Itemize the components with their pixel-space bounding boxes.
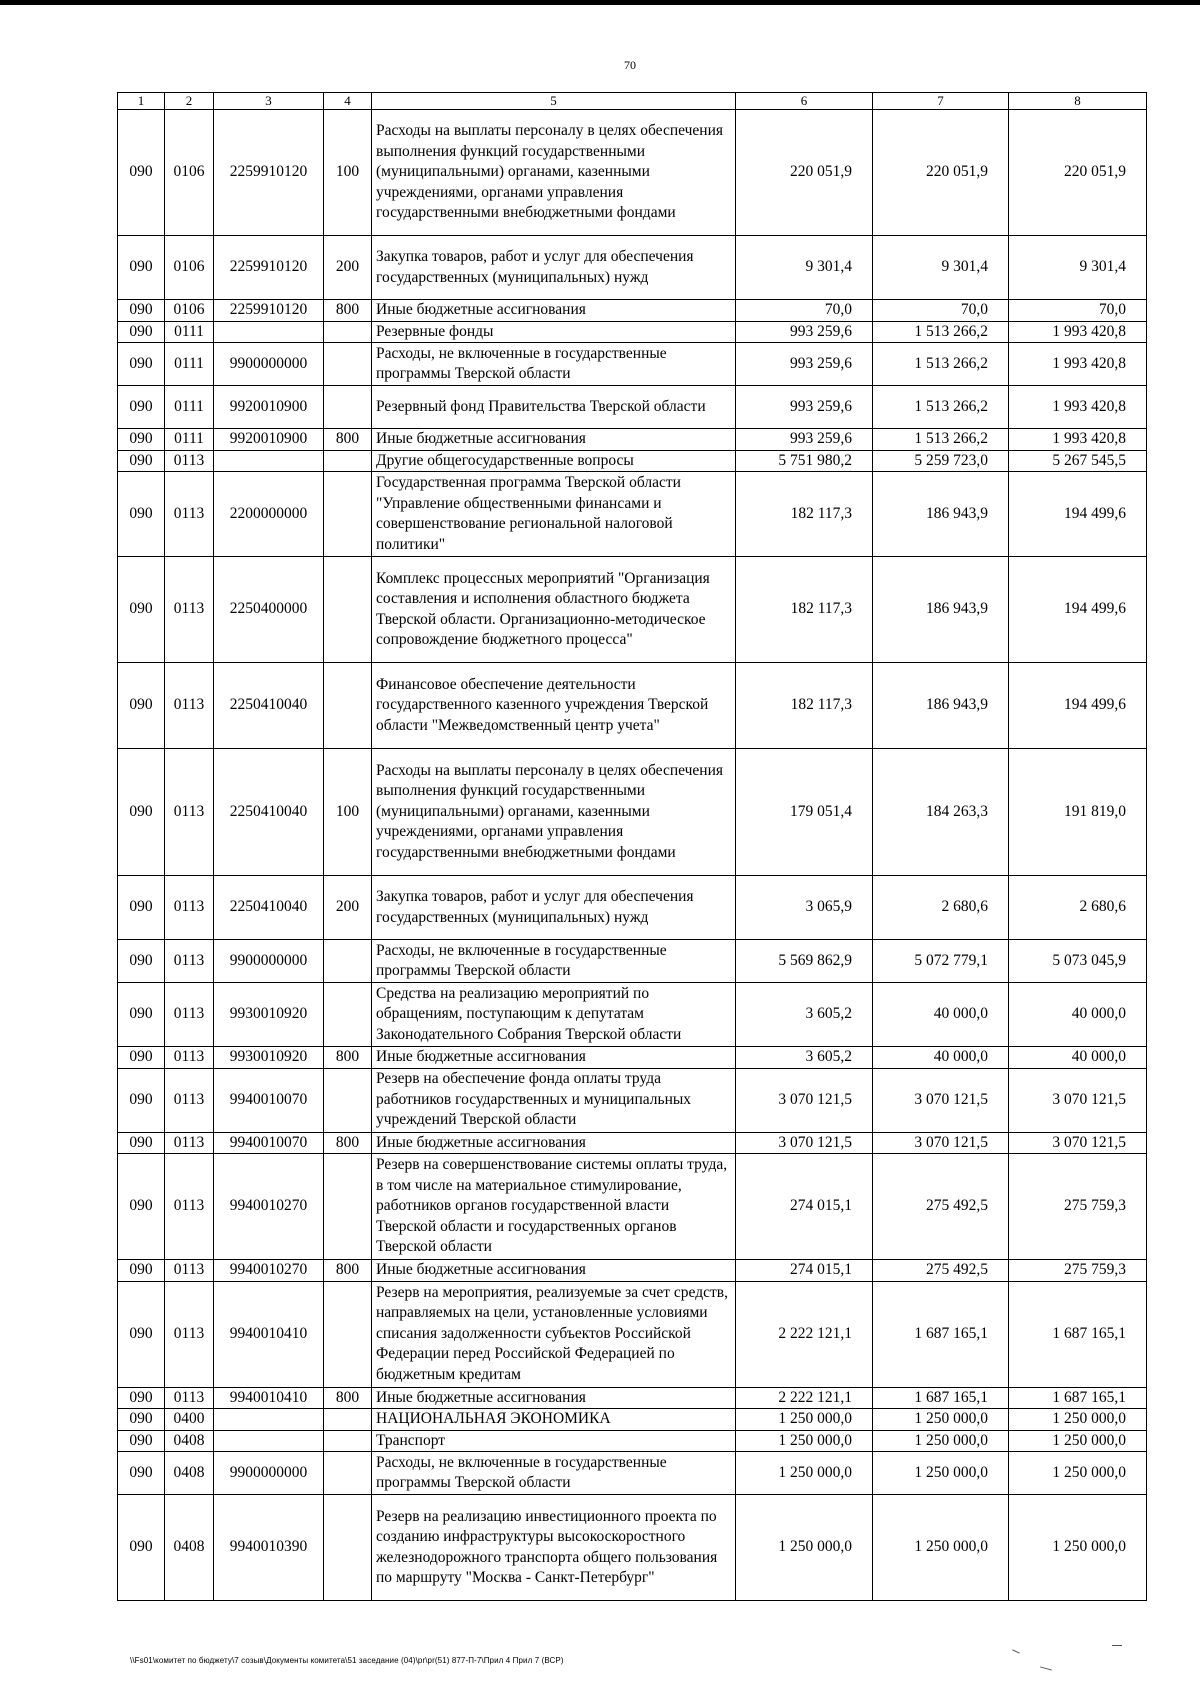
file-path-footer: \\Fs01\комитет по бюджету\7 созыв\Документы комитета\51 заседание (04)\pr\pr(51) 877-П-7\Прил 4 Прил 7 (ВСР) (130, 1656, 564, 1665)
cell-amount-year3: 194 499,6 (1009, 472, 1147, 557)
cell-amount-year1: 5 751 980,2 (736, 450, 873, 472)
cell-section-code: 0106 (165, 236, 214, 300)
cell-description: Закупка товаров, работ и услуг для обеспечения государственных (муниципальных) нужд (372, 876, 736, 940)
cell-admin-code: 090 (118, 876, 165, 940)
cell-expense-type (324, 1154, 372, 1260)
cell-admin-code: 090 (118, 300, 165, 322)
table-row (118, 1260, 1147, 1282)
cell-description: Резервный фонд Правительства Тверской области (372, 386, 736, 429)
cell-amount-year2: 70,0 (873, 300, 1009, 322)
cell-amount-year1: 1 250 000,0 (736, 1495, 873, 1601)
cell-expense-type (324, 1281, 372, 1387)
cell-target-code (214, 1430, 324, 1452)
cell-expense-type (324, 386, 372, 429)
cell-amount-year2: 1 513 266,2 (873, 321, 1009, 343)
cell-admin-code: 090 (118, 1430, 165, 1452)
cell-target-code: 2250410040 (214, 749, 324, 876)
cell-target-code: 9900000000 (214, 940, 324, 983)
cell-target-code: 9940010270 (214, 1154, 324, 1260)
cell-target-code: 9930010920 (214, 1047, 324, 1069)
cell-section-code: 0408 (165, 1452, 214, 1495)
cell-amount-year2: 5 072 779,1 (873, 940, 1009, 983)
table-body (118, 93, 1147, 1601)
cell-amount-year1: 9 301,4 (736, 236, 873, 300)
cell-amount-year3: 2 680,6 (1009, 876, 1147, 940)
table-row (118, 983, 1147, 1047)
cell-amount-year3: 3 070 121,5 (1009, 1068, 1147, 1132)
cell-amount-year1: 993 259,6 (736, 321, 873, 343)
cell-description: Финансовое обеспечение деятельности государственного казенного учреждения Тверской области "Межведомственный центр учета" (372, 663, 736, 749)
cell-amount-year3: 275 759,3 (1009, 1154, 1147, 1260)
table-row (118, 472, 1147, 557)
cell-description: Другие общегосударственные вопросы (372, 450, 736, 472)
cell-target-code (214, 321, 324, 343)
cell-amount-year2: 1 687 165,1 (873, 1387, 1009, 1409)
cell-amount-year2: 220 051,9 (873, 110, 1009, 236)
cell-admin-code: 090 (118, 940, 165, 983)
cell-target-code: 2259910120 (214, 236, 324, 300)
cell-amount-year2: 1 250 000,0 (873, 1495, 1009, 1601)
cell-expense-type (324, 940, 372, 983)
cell-amount-year3: 1 250 000,0 (1009, 1409, 1147, 1431)
cell-expense-type (324, 1430, 372, 1452)
cell-amount-year2: 2 680,6 (873, 876, 1009, 940)
table-row (118, 557, 1147, 663)
cell-description: Резервные фонды (372, 321, 736, 343)
cell-section-code: 0113 (165, 983, 214, 1047)
cell-amount-year3: 1 250 000,0 (1009, 1452, 1147, 1495)
cell-section-code: 0106 (165, 300, 214, 322)
cell-description: Расходы на выплаты персоналу в целях обеспечения выполнения функций государственными (муниципальными) органами, казенными учреждениями, органами управления государственными внебюджетными фондами (372, 749, 736, 876)
cell-target-code: 2250400000 (214, 557, 324, 663)
cell-admin-code: 090 (118, 1047, 165, 1069)
cell-amount-year3: 1 250 000,0 (1009, 1430, 1147, 1452)
cell-description: Иные бюджетные ассигнования (372, 1260, 736, 1282)
cell-target-code: 9930010920 (214, 983, 324, 1047)
table-row (118, 386, 1147, 429)
cell-amount-year1: 179 051,4 (736, 749, 873, 876)
cell-amount-year3: 220 051,9 (1009, 110, 1147, 236)
cell-amount-year1: 182 117,3 (736, 472, 873, 557)
cell-expense-type (324, 1409, 372, 1431)
cell-expense-type: 100 (324, 110, 372, 236)
cell-amount-year3: 40 000,0 (1009, 983, 1147, 1047)
table-row (118, 450, 1147, 472)
cell-admin-code: 090 (118, 472, 165, 557)
column-header: 1 (118, 93, 165, 110)
cell-admin-code: 090 (118, 1495, 165, 1601)
cell-description: Государственная программа Тверской области "Управление общественными финансами и совершенствование региональной налоговой политики" (372, 472, 736, 557)
cell-section-code: 0113 (165, 1387, 214, 1409)
cell-amount-year1: 993 259,6 (736, 429, 873, 451)
cell-amount-year3: 275 759,3 (1009, 1260, 1147, 1282)
cell-target-code: 9920010900 (214, 429, 324, 451)
cell-target-code: 9900000000 (214, 1452, 324, 1495)
cell-section-code: 0111 (165, 386, 214, 429)
cell-amount-year3: 9 301,4 (1009, 236, 1147, 300)
cell-target-code (214, 1409, 324, 1431)
cell-amount-year3: 194 499,6 (1009, 663, 1147, 749)
cell-section-code: 0408 (165, 1430, 214, 1452)
budget-table (117, 92, 1147, 1601)
column-header: 6 (736, 93, 873, 110)
cell-amount-year1: 274 015,1 (736, 1260, 873, 1282)
cell-amount-year1: 993 259,6 (736, 343, 873, 386)
cell-description: Расходы на выплаты персоналу в целях обеспечения выполнения функций государственными (муниципальными) органами, казенными учреждениями, органами управления государственными внебюджетными фондами (372, 110, 736, 236)
cell-description: Расходы, не включенные в государственные программы Тверской области (372, 1452, 736, 1495)
cell-admin-code: 090 (118, 749, 165, 876)
cell-amount-year3: 5 267 545,5 (1009, 450, 1147, 472)
cell-expense-type (324, 321, 372, 343)
table-row (118, 236, 1147, 300)
cell-amount-year3: 1 250 000,0 (1009, 1495, 1147, 1601)
cell-expense-type (324, 472, 372, 557)
table-row (118, 110, 1147, 236)
cell-section-code: 0113 (165, 940, 214, 983)
cell-description: Резерв на обеспечение фонда оплаты труда работников государственных и муниципальных учреждений Тверской области (372, 1068, 736, 1132)
cell-section-code: 0113 (165, 1047, 214, 1069)
cell-section-code: 0106 (165, 110, 214, 236)
page-number: 70 (624, 58, 636, 72)
cell-amount-year2: 275 492,5 (873, 1154, 1009, 1260)
cell-amount-year1: 2 222 121,1 (736, 1281, 873, 1387)
cell-admin-code: 090 (118, 1132, 165, 1154)
cell-amount-year3: 70,0 (1009, 300, 1147, 322)
cell-amount-year2: 1 250 000,0 (873, 1409, 1009, 1431)
cell-admin-code: 090 (118, 983, 165, 1047)
cell-amount-year2: 186 943,9 (873, 472, 1009, 557)
cell-target-code: 9920010900 (214, 386, 324, 429)
cell-target-code: 2200000000 (214, 472, 324, 557)
cell-section-code: 0113 (165, 557, 214, 663)
cell-expense-type (324, 1068, 372, 1132)
table-row (118, 300, 1147, 322)
column-header: 2 (165, 93, 214, 110)
cell-amount-year1: 70,0 (736, 300, 873, 322)
cell-admin-code: 090 (118, 429, 165, 451)
cell-amount-year2: 275 492,5 (873, 1260, 1009, 1282)
cell-section-code: 0400 (165, 1409, 214, 1431)
cell-amount-year3: 1 993 420,8 (1009, 343, 1147, 386)
cell-expense-type: 800 (324, 1132, 372, 1154)
table-row (118, 940, 1147, 983)
cell-target-code: 9940010270 (214, 1260, 324, 1282)
cell-section-code: 0113 (165, 1281, 214, 1387)
cell-amount-year1: 1 250 000,0 (736, 1409, 873, 1431)
cell-expense-type: 800 (324, 429, 372, 451)
cell-amount-year1: 1 250 000,0 (736, 1452, 873, 1495)
cell-amount-year3: 5 073 045,9 (1009, 940, 1147, 983)
cell-description: Резерв на совершенствование системы оплаты труда, в том числе на материальное стимулирование, работников органов государственной власти Тверской области и государственных органов Тверской области (372, 1154, 736, 1260)
cell-section-code: 0113 (165, 472, 214, 557)
cell-section-code: 0111 (165, 321, 214, 343)
cell-expense-type (324, 1495, 372, 1601)
cell-section-code: 0111 (165, 429, 214, 451)
cell-target-code: 9900000000 (214, 343, 324, 386)
column-header: 3 (214, 93, 324, 110)
cell-section-code: 0111 (165, 343, 214, 386)
cell-section-code: 0113 (165, 1068, 214, 1132)
cell-expense-type (324, 343, 372, 386)
table-row (118, 343, 1147, 386)
cell-amount-year3: 191 819,0 (1009, 749, 1147, 876)
cell-expense-type: 800 (324, 1260, 372, 1282)
table-row (118, 1430, 1147, 1452)
table-row (118, 1132, 1147, 1154)
cell-description: Резерв на мероприятия, реализуемые за счет средств, направляемых на цели, установленные условиями списания задолженности субъектов Российской Федерации перед Российской Федерацией по бюджетным кредитам (372, 1281, 736, 1387)
column-header: 4 (324, 93, 372, 110)
cell-description: Иные бюджетные ассигнования (372, 1132, 736, 1154)
cell-admin-code: 090 (118, 110, 165, 236)
cell-amount-year2: 5 259 723,0 (873, 450, 1009, 472)
cell-target-code: 9940010410 (214, 1387, 324, 1409)
cell-amount-year1: 182 117,3 (736, 557, 873, 663)
cell-description: Иные бюджетные ассигнования (372, 1047, 736, 1069)
cell-amount-year3: 1 687 165,1 (1009, 1281, 1147, 1387)
cell-description: Комплекс процессных мероприятий "Организация составления и исполнения областного бюджета Тверской области. Организационно-методическое сопровождение бюджетного процесса" (372, 557, 736, 663)
cell-admin-code: 090 (118, 386, 165, 429)
cell-admin-code: 090 (118, 1260, 165, 1282)
cell-amount-year2: 3 070 121,5 (873, 1068, 1009, 1132)
table-row (118, 1154, 1147, 1260)
cell-expense-type: 800 (324, 300, 372, 322)
cell-description: НАЦИОНАЛЬНАЯ ЭКОНОМИКА (372, 1409, 736, 1431)
cell-expense-type: 800 (324, 1387, 372, 1409)
scan-top-edge (0, 0, 1200, 5)
cell-description: Иные бюджетные ассигнования (372, 429, 736, 451)
cell-description: Расходы, не включенные в государственные программы Тверской области (372, 940, 736, 983)
scan-mark (1112, 1645, 1122, 1646)
scan-mark (1040, 1666, 1052, 1670)
cell-amount-year1: 2 222 121,1 (736, 1387, 873, 1409)
cell-amount-year2: 1 513 266,2 (873, 386, 1009, 429)
cell-target-code: 2259910120 (214, 110, 324, 236)
cell-amount-year2: 40 000,0 (873, 983, 1009, 1047)
cell-expense-type (324, 450, 372, 472)
cell-amount-year2: 186 943,9 (873, 557, 1009, 663)
cell-amount-year3: 1 993 420,8 (1009, 386, 1147, 429)
cell-target-code: 2259910120 (214, 300, 324, 322)
cell-target-code: 9940010070 (214, 1132, 324, 1154)
cell-amount-year1: 274 015,1 (736, 1154, 873, 1260)
cell-amount-year1: 1 250 000,0 (736, 1430, 873, 1452)
column-header: 5 (372, 93, 736, 110)
cell-amount-year1: 5 569 862,9 (736, 940, 873, 983)
cell-amount-year1: 3 070 121,5 (736, 1068, 873, 1132)
cell-section-code: 0113 (165, 876, 214, 940)
table-row (118, 321, 1147, 343)
cell-amount-year2: 40 000,0 (873, 1047, 1009, 1069)
scan-mark (1012, 1649, 1020, 1653)
cell-amount-year1: 3 070 121,5 (736, 1132, 873, 1154)
table-header-row (118, 93, 1147, 110)
column-header: 7 (873, 93, 1009, 110)
cell-amount-year1: 3 605,2 (736, 1047, 873, 1069)
cell-amount-year2: 1 513 266,2 (873, 429, 1009, 451)
cell-admin-code: 090 (118, 1452, 165, 1495)
cell-amount-year1: 3 065,9 (736, 876, 873, 940)
table-row (118, 749, 1147, 876)
cell-section-code: 0113 (165, 663, 214, 749)
cell-admin-code: 090 (118, 321, 165, 343)
cell-admin-code: 090 (118, 1068, 165, 1132)
cell-amount-year1: 182 117,3 (736, 663, 873, 749)
cell-target-code: 9940010410 (214, 1281, 324, 1387)
cell-amount-year2: 1 687 165,1 (873, 1281, 1009, 1387)
cell-section-code: 0113 (165, 1132, 214, 1154)
cell-amount-year2: 1 250 000,0 (873, 1430, 1009, 1452)
cell-target-code: 9940010070 (214, 1068, 324, 1132)
cell-description: Расходы, не включенные в государственные программы Тверской области (372, 343, 736, 386)
cell-target-code (214, 450, 324, 472)
cell-amount-year3: 194 499,6 (1009, 557, 1147, 663)
cell-admin-code: 090 (118, 236, 165, 300)
cell-target-code: 9940010390 (214, 1495, 324, 1601)
cell-target-code: 2250410040 (214, 876, 324, 940)
cell-expense-type: 800 (324, 1047, 372, 1069)
cell-admin-code: 090 (118, 1387, 165, 1409)
table-row (118, 1495, 1147, 1601)
cell-section-code: 0408 (165, 1495, 214, 1601)
cell-amount-year2: 1 250 000,0 (873, 1452, 1009, 1495)
cell-expense-type: 100 (324, 749, 372, 876)
cell-description: Закупка товаров, работ и услуг для обеспечения государственных (муниципальных) нужд (372, 236, 736, 300)
cell-expense-type (324, 1452, 372, 1495)
cell-expense-type (324, 557, 372, 663)
cell-section-code: 0113 (165, 1260, 214, 1282)
cell-description: Иные бюджетные ассигнования (372, 300, 736, 322)
cell-expense-type (324, 983, 372, 1047)
cell-expense-type (324, 663, 372, 749)
cell-amount-year1: 3 605,2 (736, 983, 873, 1047)
table-row (118, 663, 1147, 749)
cell-admin-code: 090 (118, 1409, 165, 1431)
cell-amount-year3: 1 993 420,8 (1009, 321, 1147, 343)
cell-admin-code: 090 (118, 663, 165, 749)
cell-section-code: 0113 (165, 1154, 214, 1260)
cell-amount-year1: 993 259,6 (736, 386, 873, 429)
cell-target-code: 2250410040 (214, 663, 324, 749)
table-row (118, 1281, 1147, 1387)
cell-amount-year3: 1 687 165,1 (1009, 1387, 1147, 1409)
cell-admin-code: 090 (118, 557, 165, 663)
table-row (118, 1047, 1147, 1069)
cell-amount-year2: 184 263,3 (873, 749, 1009, 876)
cell-section-code: 0113 (165, 450, 214, 472)
cell-admin-code: 090 (118, 450, 165, 472)
cell-section-code: 0113 (165, 749, 214, 876)
cell-amount-year2: 3 070 121,5 (873, 1132, 1009, 1154)
cell-amount-year1: 220 051,9 (736, 110, 873, 236)
cell-description: Иные бюджетные ассигнования (372, 1387, 736, 1409)
table-row (118, 1452, 1147, 1495)
column-header: 8 (1009, 93, 1147, 110)
table-row (118, 1409, 1147, 1431)
table-row (118, 876, 1147, 940)
cell-expense-type: 200 (324, 876, 372, 940)
cell-description: Резерв на реализацию инвестиционного проекта по созданию инфраструктуры высокоскоростного железнодорожного транспорта общего пользования по маршруту "Москва - Санкт-Петербург" (372, 1495, 736, 1601)
cell-amount-year3: 1 993 420,8 (1009, 429, 1147, 451)
cell-admin-code: 090 (118, 343, 165, 386)
cell-amount-year3: 3 070 121,5 (1009, 1132, 1147, 1154)
cell-expense-type: 200 (324, 236, 372, 300)
table-row (118, 429, 1147, 451)
cell-amount-year2: 1 513 266,2 (873, 343, 1009, 386)
cell-amount-year2: 9 301,4 (873, 236, 1009, 300)
cell-amount-year2: 186 943,9 (873, 663, 1009, 749)
cell-admin-code: 090 (118, 1281, 165, 1387)
cell-description: Средства на реализацию мероприятий по обращениям, поступающим к депутатам Законодательного Собрания Тверской области (372, 983, 736, 1047)
cell-amount-year3: 40 000,0 (1009, 1047, 1147, 1069)
table-row (118, 1068, 1147, 1132)
cell-admin-code: 090 (118, 1154, 165, 1260)
table-row (118, 1387, 1147, 1409)
cell-description: Транспорт (372, 1430, 736, 1452)
